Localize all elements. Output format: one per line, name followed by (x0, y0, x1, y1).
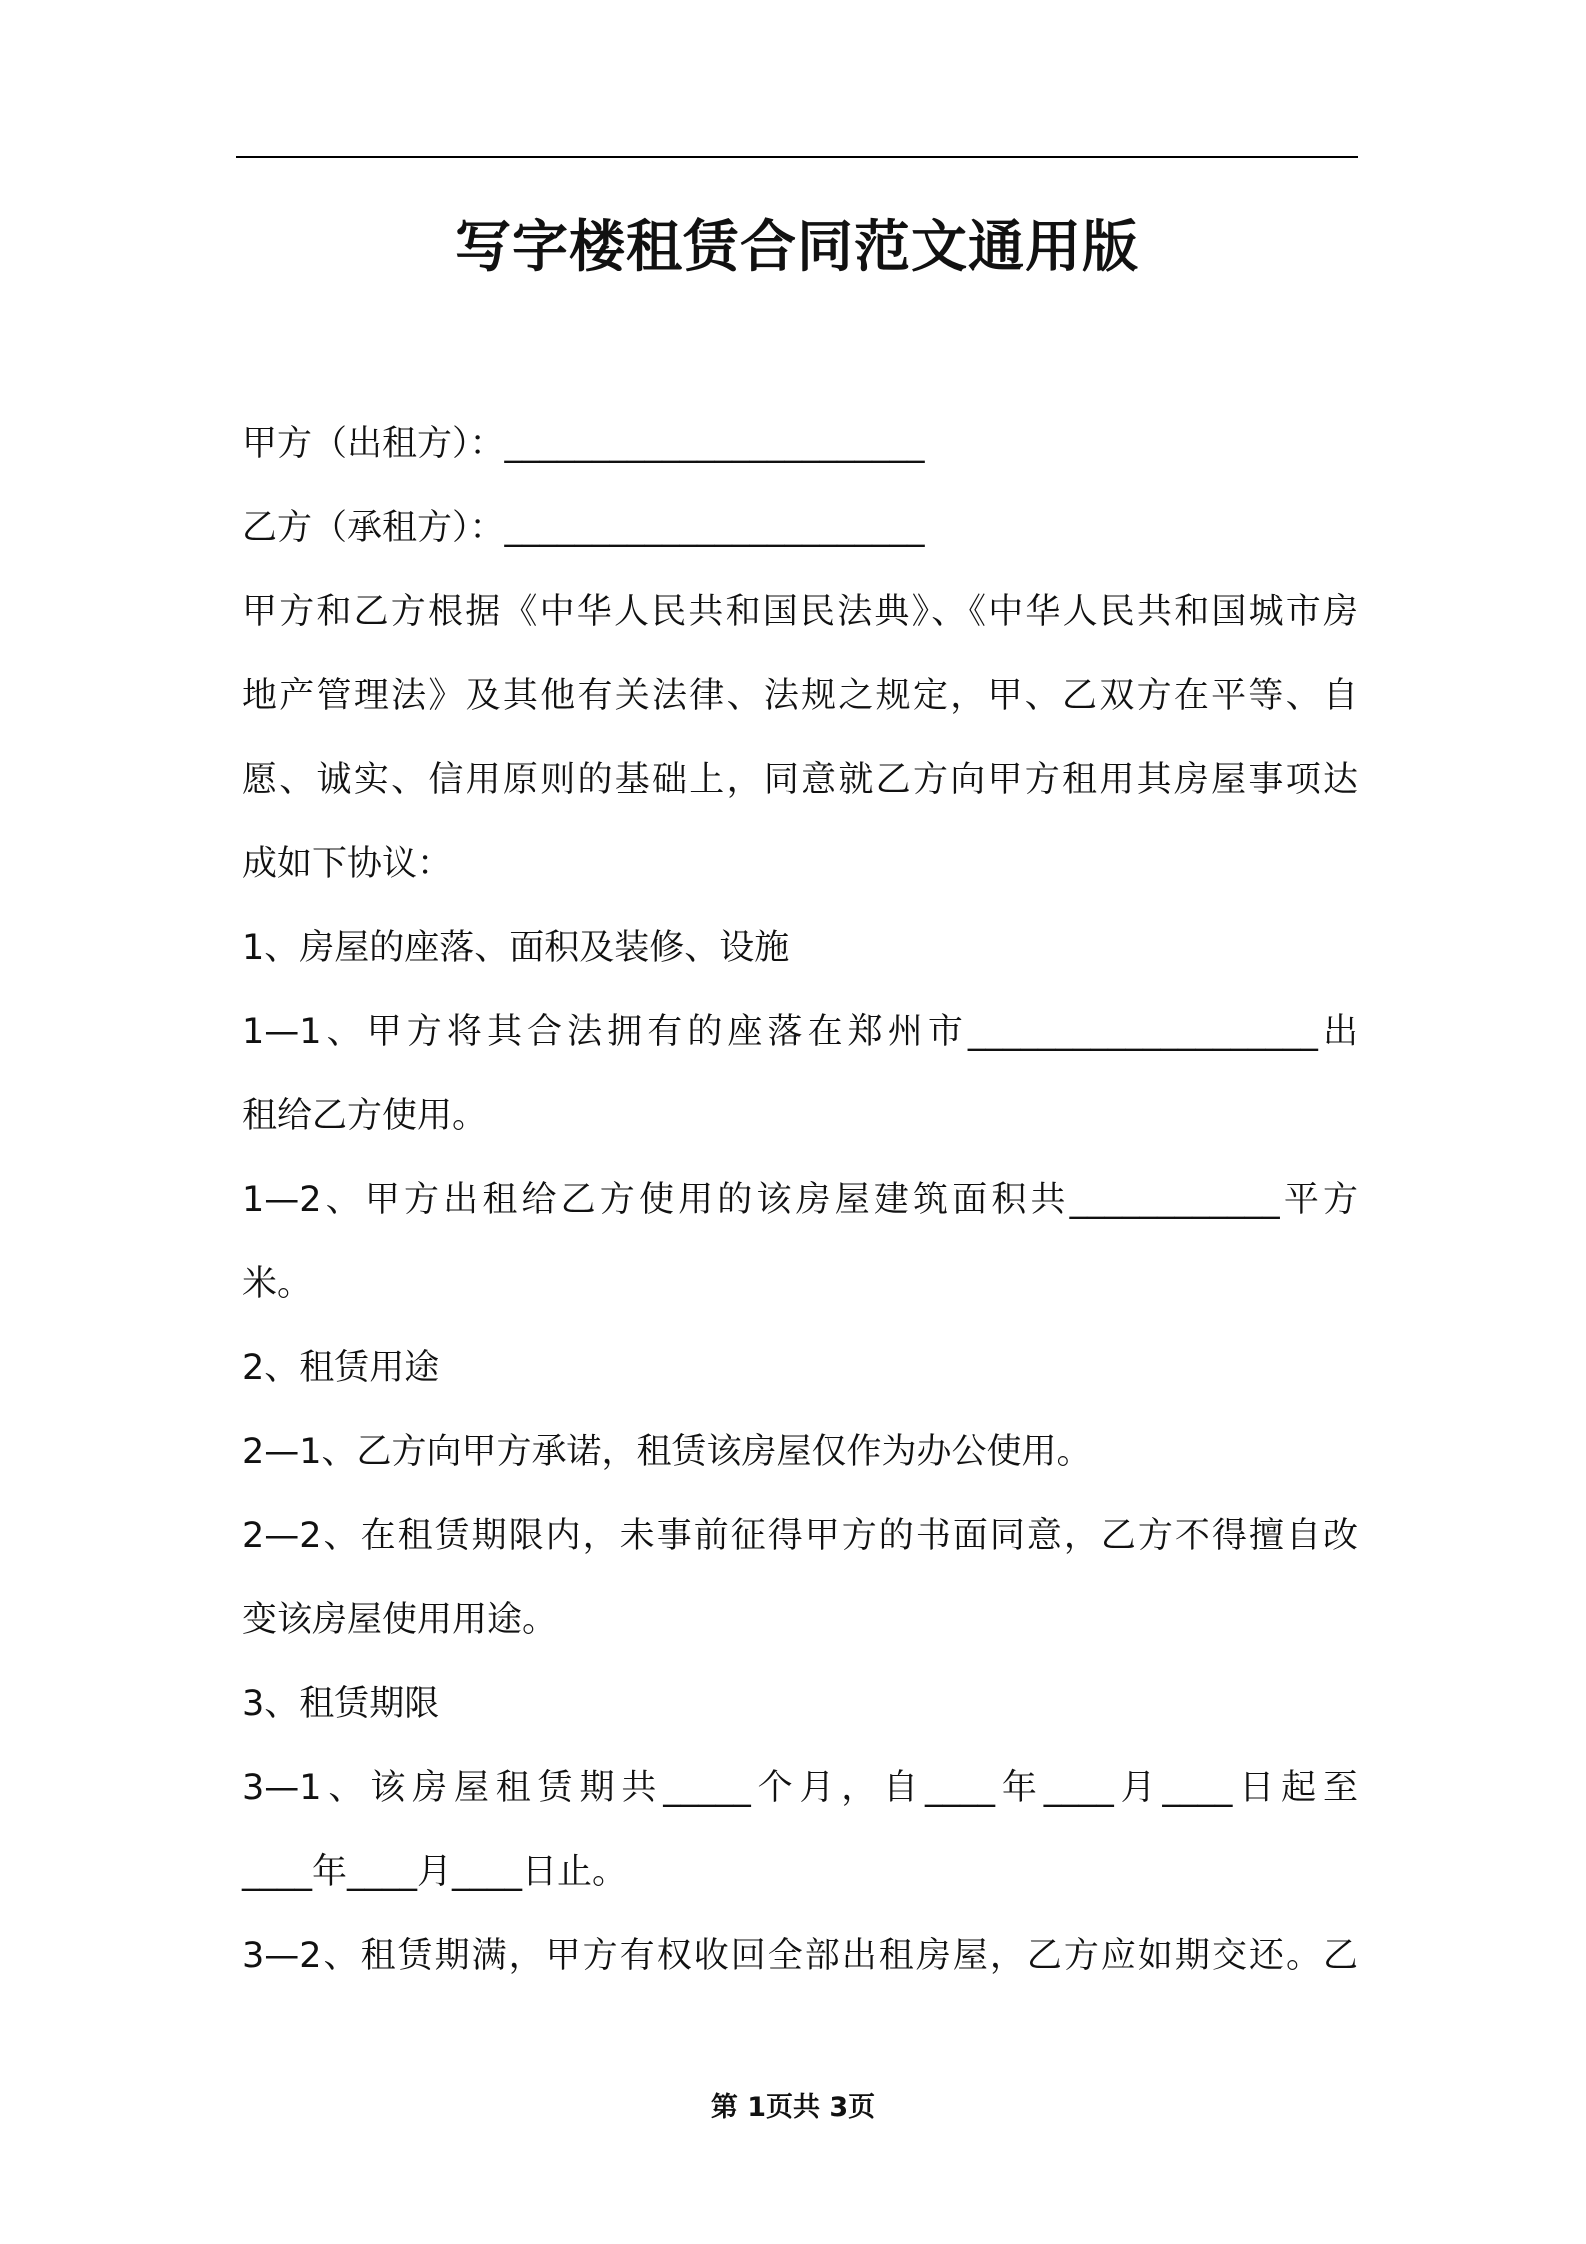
clause-line: 3—2、租赁期满，甲方有权收回全部出租房屋，乙方应如期交还。乙 (242, 1936, 1358, 1976)
clause-line: 1—2、甲方出租给乙方使用的该房屋建筑面积共____________平方 (242, 1180, 1358, 1220)
preamble-line: 成如下协议： (242, 844, 453, 884)
clause-line: 2—2、在租赁期限内，未事前征得甲方的书面同意，乙方不得擅自改 (242, 1516, 1358, 1556)
party-b-line: 乙方（承租方）：________________________ (242, 508, 925, 548)
clause-line: 2—1、乙方向甲方承诺，租赁该房屋仅作为办公使用。 (242, 1432, 1092, 1472)
clause-line: 米。 (242, 1264, 313, 1304)
clause-line: ____年____月____日止。 (242, 1852, 628, 1892)
clause-line: 3—1、该房屋租赁期共_____个月，自____年____月____日起至 (242, 1768, 1358, 1808)
preamble-line: 地产管理法》及其他有关法律、法规之规定，甲、乙双方在平等、自 (242, 676, 1358, 716)
section-heading: 2、租赁用途 (242, 1348, 440, 1388)
party-a-line: 甲方（出租方）：________________________ (242, 424, 925, 464)
preamble-line: 愿、诚实、信用原则的基础上，同意就乙方向甲方租用其房屋事项达 (242, 760, 1358, 800)
clause-line: 1—1、甲方将其合法拥有的座落在郑州市____________________出 (242, 1012, 1358, 1052)
clause-line: 变该房屋使用用途。 (242, 1600, 558, 1640)
section-heading: 1、房屋的座落、面积及装修、设施 (242, 928, 790, 968)
header-rule (236, 156, 1358, 158)
preamble-line: 甲方和乙方根据《中华人民共和国民法典》、《中华人民共和国城市房 (242, 592, 1358, 632)
page-indicator: 第 1页共 3页 (710, 2092, 876, 2123)
page-title: 写字楼租赁合同范文通用版 (455, 215, 1139, 280)
document-body (242, 402, 1358, 1998)
clause-line: 租给乙方使用。 (242, 1096, 488, 1136)
section-heading: 3、租赁期限 (242, 1684, 440, 1724)
